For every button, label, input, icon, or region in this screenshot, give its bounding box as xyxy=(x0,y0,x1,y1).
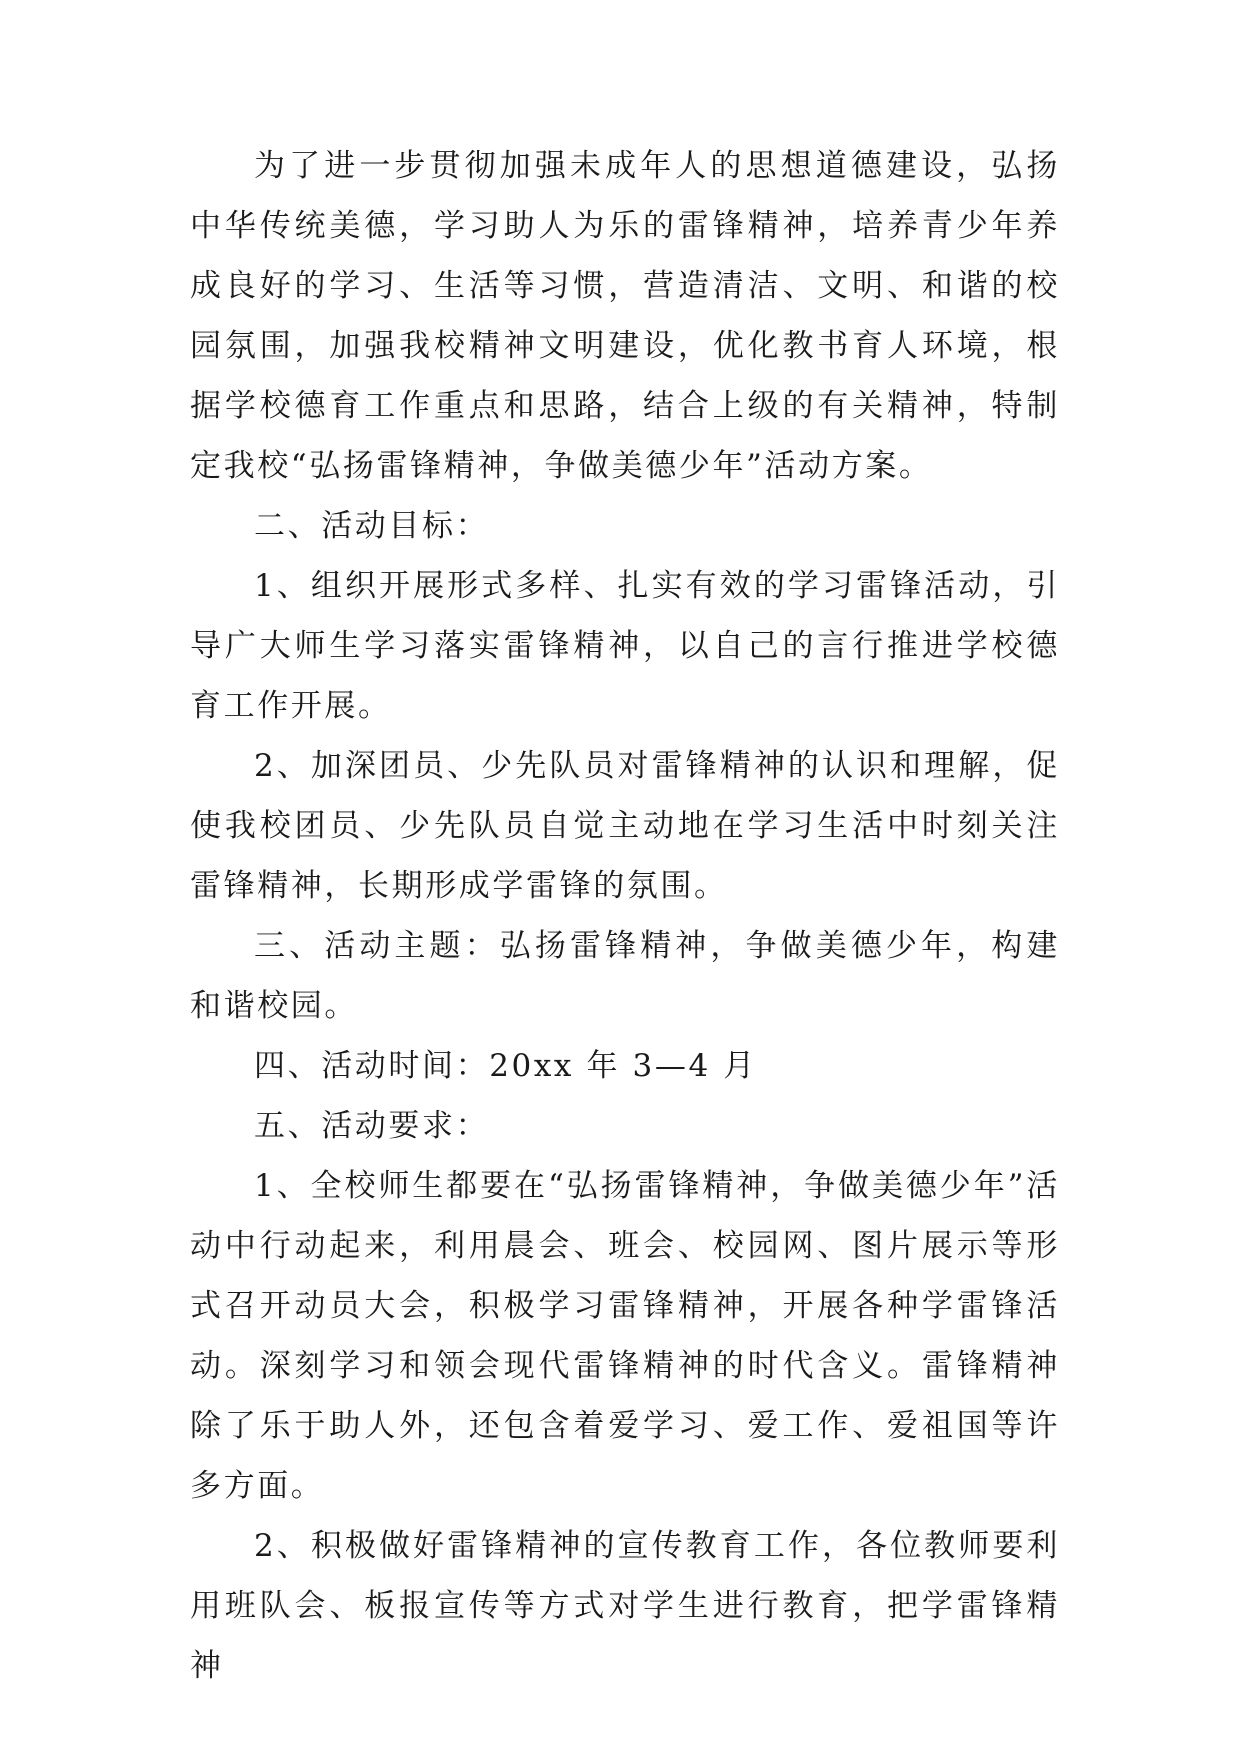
requirement-item-2: 2、积极做好雷锋精神的宣传教育工作，各位教师要利用班队会、板报宣传等方式对学生进行教育，把学雷锋精神 xyxy=(190,1528,1060,1684)
section-theme: 三、活动主题：弘扬雷锋精神，争做美德少年，构建和谐校园。 xyxy=(190,928,1060,1024)
document-page xyxy=(190,136,1060,1696)
section-time: 四、活动时间：20xx 年 3—4 月 xyxy=(254,1048,757,1084)
goal-item-1: 1、组织开展形式多样、扎实有效的学习雷锋活动，引导广大师生学习落实雷锋精神，以自己的言行推进学校德育工作开展。 xyxy=(190,568,1060,724)
section-heading-goals: 二、活动目标： xyxy=(254,508,490,544)
intro-paragraph: 为了进一步贯彻加强未成年人的思想道德建设，弘扬中华传统美德，学习助人为乐的雷锋精神，培养青少年养成良好的学习、生活等习惯，营造清洁、文明、和谐的校园氛围，加强我校精神文明建设，优化教书育人环境，根据学校德育工作重点和思路，结合上级的有关精神，特制定我校“弘扬雷锋精神，争做美德少年”活动方案。 xyxy=(190,148,1060,484)
goal-item-2: 2、加深团员、少先队员对雷锋精神的认识和理解，促使我校团员、少先队员自觉主动地在学习生活中时刻关注雷锋精神，长期形成学雷锋的氛围。 xyxy=(190,748,1060,904)
requirement-item-1: 1、全校师生都要在“弘扬雷锋精神，争做美德少年”活动中行动起来，利用晨会、班会、校园网、图片展示等形式召开动员大会，积极学习雷锋精神，开展各种学雷锋活动。深刻学习和领会现代雷锋精神的时代含义。雷锋精神除了乐于助人外，还包含着爱学习、爱工作、爱祖国等许多方面。 xyxy=(190,1168,1060,1504)
section-heading-requirements: 五、活动要求： xyxy=(254,1108,490,1144)
